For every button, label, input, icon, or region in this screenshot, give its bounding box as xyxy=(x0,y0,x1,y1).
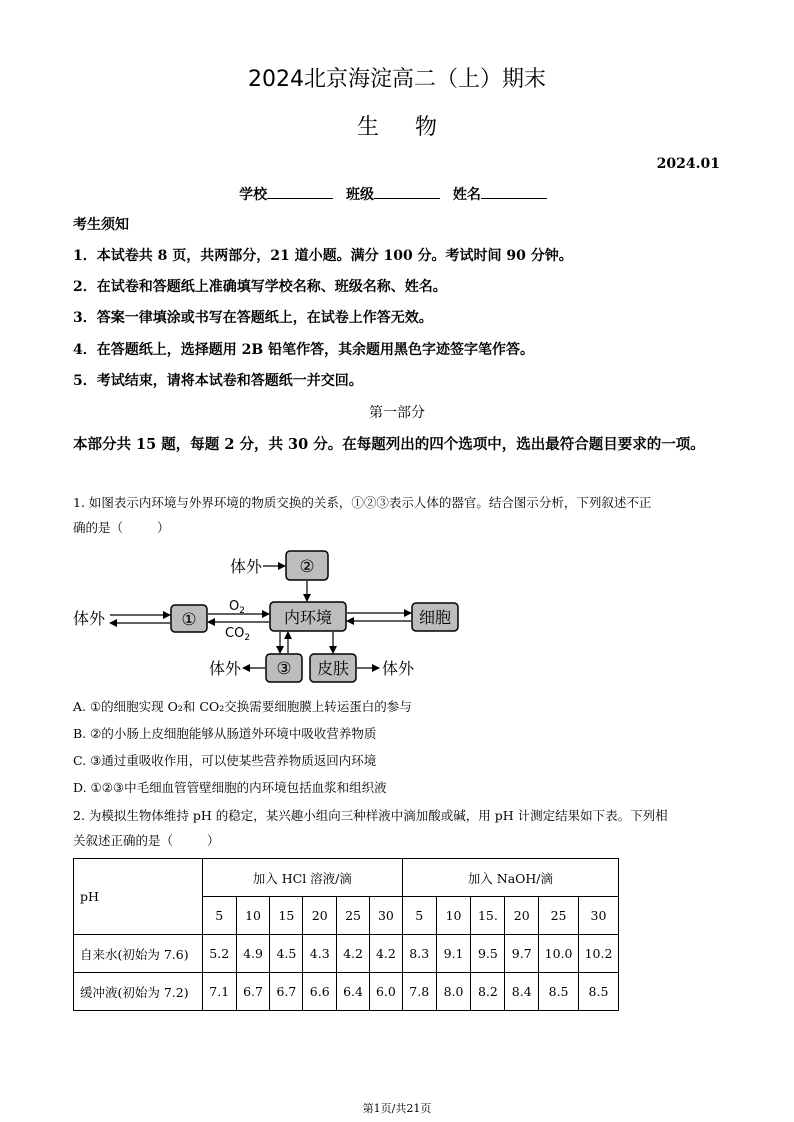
school-label: 学校 xyxy=(239,187,268,203)
naoh-drop-cell: 30 xyxy=(579,897,619,935)
o2-label: $O_2$ xyxy=(229,599,245,616)
inner-environment-label: 内环境 xyxy=(283,608,333,627)
table-cell: 9.1 xyxy=(436,935,471,973)
table-cell: 5.2 xyxy=(202,935,236,973)
notice-rule: 4．在答题纸上，选择题用 2B 铅笔作答，其余题用黑色字迹签字笔作答。 xyxy=(73,342,535,358)
table-row xyxy=(74,973,619,1011)
table-cell: 8.4 xyxy=(505,973,539,1011)
table-cell: 9.7 xyxy=(505,935,539,973)
table-cell: 9.5 xyxy=(471,935,505,973)
part-description: 本部分共 15 题，每题 2 分，共 30 分。在每题列出的四个选项中，选出最符合题目要求的一项。 xyxy=(73,436,705,453)
notice-rule: 5．考试结束，请将本试卷和答题纸一并交回。 xyxy=(73,373,363,389)
organ1-label: ① xyxy=(181,610,197,630)
table-cell: 8.5 xyxy=(579,973,619,1011)
table-cell: 8.3 xyxy=(402,935,436,973)
row-label: 缓冲液(初始为 7.2) xyxy=(74,973,203,1011)
row-label: 自来水(初始为 7.6) xyxy=(74,935,203,973)
question-2-line2-text: 关叙述正确的是（ xyxy=(73,833,174,848)
table-cell: 7.1 xyxy=(202,973,236,1011)
question-2-line1: 2. 为模拟生物体维持 pH 的稳定，某兴趣小组向三种样液中滴加酸或碱，用 pH 计测定结果如下表。下列相 xyxy=(73,808,668,823)
hcl-header: 加入 HCl 溶液/滴 xyxy=(202,859,402,897)
table-cell: 4.2 xyxy=(337,935,370,973)
hcl-drop-cell: 20 xyxy=(303,897,337,935)
hcl-drop-cell: 10 xyxy=(236,897,270,935)
hcl-drop-cell: 30 xyxy=(369,897,402,935)
table-corner-cell: pH xyxy=(74,859,203,935)
question-1-option-d[interactable]: D. ①②③中毛细血管管壁细胞的内环境包括血浆和组织液 xyxy=(73,780,387,795)
question-1-stem xyxy=(73,490,723,540)
naoh-drop-cell: 5 xyxy=(402,897,436,935)
question-1-line2 xyxy=(73,515,723,540)
question-1-paren-close: ） xyxy=(157,520,170,535)
name-label: 姓名 xyxy=(452,187,481,203)
table-cell: 10.0 xyxy=(539,935,579,973)
naoh-drop-cell: 20 xyxy=(505,897,539,935)
table-header-row xyxy=(74,859,619,897)
part-title: 第一部分 xyxy=(369,405,425,421)
table-cell: 8.2 xyxy=(471,973,505,1011)
outside-label-bottom-right: 体外 xyxy=(382,659,415,678)
question-1-option-c[interactable]: C. ③通过重吸收作用，可以使某些营养物质返回内环境 xyxy=(73,753,377,768)
subject-title: 生物 xyxy=(356,115,473,140)
table-cell: 7.8 xyxy=(402,973,436,1011)
notice-title: 考生须知 xyxy=(73,217,129,233)
outside-label-bottom-left: 体外 xyxy=(209,659,242,678)
hcl-drop-cell: 15 xyxy=(270,897,303,935)
school-blank[interactable] xyxy=(267,186,333,199)
table-cell: 6.7 xyxy=(270,973,303,1011)
question-1-option-a[interactable]: A. ①的细胞实现 O₂和 CO₂交换需要细胞膜上转运蛋白的参与 xyxy=(73,699,412,714)
hcl-drop-cell: 5 xyxy=(202,897,236,935)
table-cell: 4.5 xyxy=(270,935,303,973)
table-cell: 6.7 xyxy=(236,973,270,1011)
table-cell: 6.0 xyxy=(369,973,402,1011)
class-blank[interactable] xyxy=(374,186,440,199)
table-cell: 4.9 xyxy=(236,935,270,973)
exchange-diagram xyxy=(70,546,470,686)
question-1-line1: 1. 如图表示内环境与外界环境的物质交换的关系，①②③表示人体的器官。结合图示分析，下列叙述不正 xyxy=(73,495,652,510)
table-row xyxy=(74,935,619,973)
outside-label-top: 体外 xyxy=(230,557,263,576)
table-cell: 8.5 xyxy=(539,973,579,1011)
table-cell: 10.2 xyxy=(579,935,619,973)
question-1-option-b[interactable]: B. ②的小肠上皮细胞能够从肠道外环境中吸收营养物质 xyxy=(73,726,377,741)
outside-label-left: 体外 xyxy=(73,609,106,628)
question-2-line2 xyxy=(73,828,723,853)
question-2-stem xyxy=(73,803,723,853)
table-cell: 4.3 xyxy=(303,935,337,973)
class-label: 班级 xyxy=(346,187,374,203)
ph-data-table xyxy=(73,858,619,1011)
naoh-drop-cell: 15. xyxy=(471,897,505,935)
table-cell: 6.4 xyxy=(337,973,370,1011)
notice-rule: 1．本试卷共 8 页，共两部分，21 道小题。满分 100 分。考试时间 90 分钟。 xyxy=(73,248,573,264)
co2-label: $CO_2$ xyxy=(225,626,251,643)
table-cell: 8.0 xyxy=(436,973,471,1011)
name-blank[interactable] xyxy=(481,186,547,199)
organ2-label: ② xyxy=(299,557,315,577)
page-title: 2024北京海淀高二（上）期末 xyxy=(248,67,546,92)
question-2-paren-close: ） xyxy=(207,833,220,848)
student-info-fields xyxy=(0,184,794,204)
table-cell: 4.2 xyxy=(369,935,402,973)
notice-rule: 2．在试卷和答题纸上准确填写学校名称、班级名称、姓名。 xyxy=(73,279,447,295)
question-1-line2-text: 确的是（ xyxy=(73,520,124,535)
table-cell: 6.6 xyxy=(303,973,337,1011)
naoh-header: 加入 NaOH/滴 xyxy=(402,859,618,897)
naoh-drop-cell: 10 xyxy=(436,897,471,935)
skin-label: 皮肤 xyxy=(316,659,350,678)
exam-date: 2024.01 xyxy=(656,156,720,172)
notice-rule: 3．答案一律填涂或书写在答题纸上，在试卷上作答无效。 xyxy=(73,310,433,326)
hcl-drop-cell: 25 xyxy=(337,897,370,935)
cell-label: 细胞 xyxy=(418,608,452,627)
page-footer: 第1页/共21页 xyxy=(362,1102,432,1115)
naoh-drop-cell: 25 xyxy=(539,897,579,935)
organ3-label: ③ xyxy=(276,659,292,679)
